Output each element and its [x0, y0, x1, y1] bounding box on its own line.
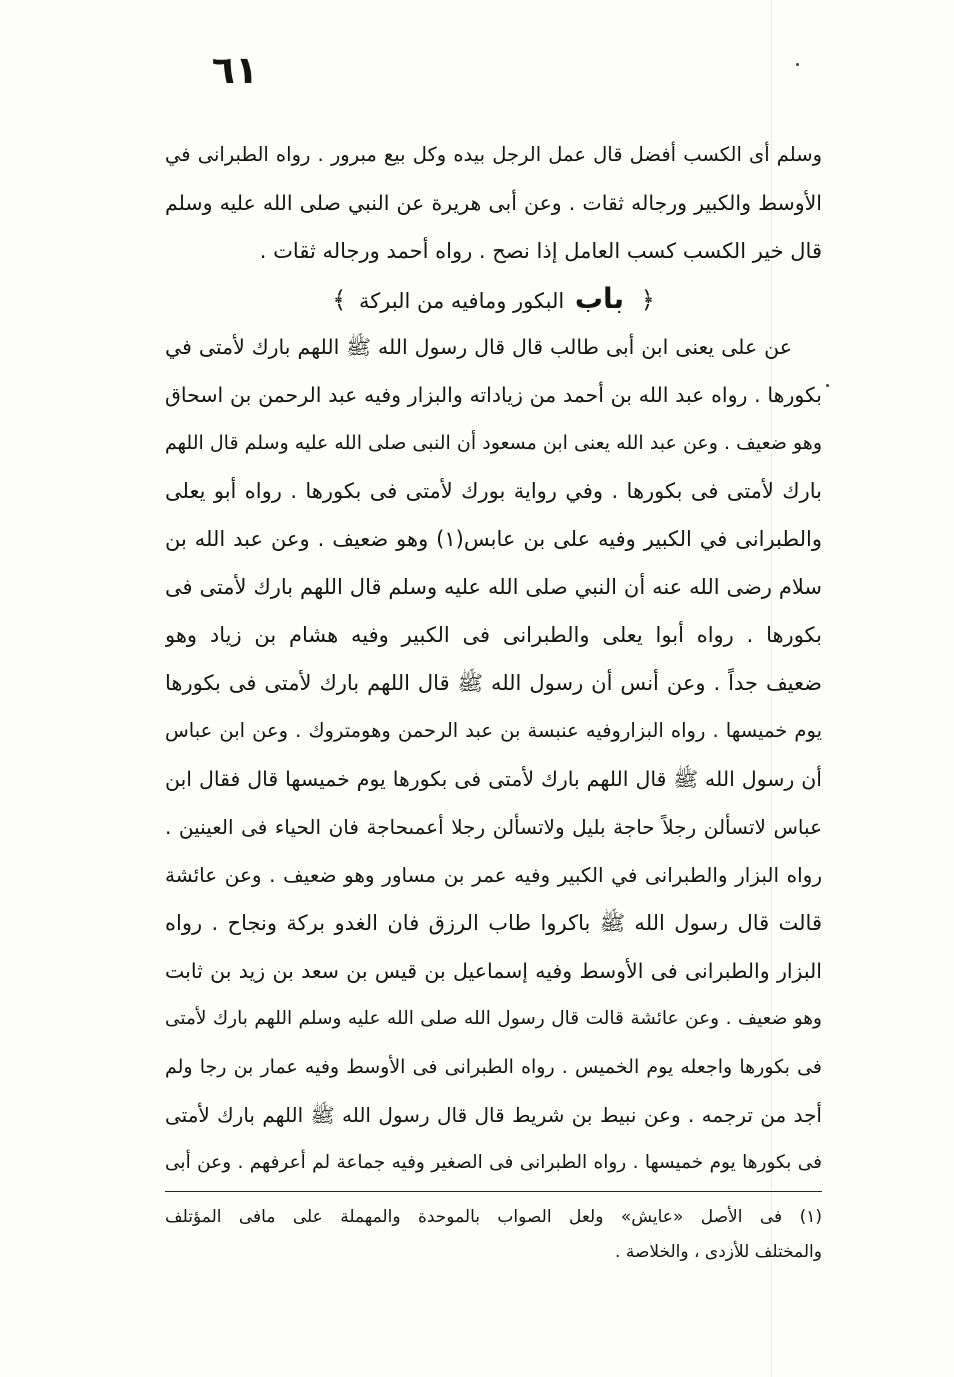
- text-line: ضعيف جداً . وعن أنس أن رسول الله ﷺ قال اللهم بارك لأمتى فى بكورها: [165, 671, 822, 695]
- heading-label: باب: [574, 282, 625, 315]
- text-line: أجد من ترجمه . وعن نبيط بن شريط قال قال رسول الله ﷺ اللهم بارك لأمتى: [165, 1103, 822, 1127]
- footnotes: [165, 1200, 822, 1270]
- main-text: [165, 131, 822, 1187]
- heading-title: البكور ومافيه من البركة: [358, 289, 565, 313]
- text-line: بكورها . رواه أبوا يعلى والطبرانى فى الكبير وفيه هشام بن زياد وهو: [165, 623, 822, 647]
- page-number: ٦١: [211, 48, 259, 92]
- text-line: وهو ضعيف . وعن عائشة قالت قال رسول الله صلى الله عليه وسلم اللهم بارك لأمتى: [165, 1008, 822, 1029]
- text-line: فى بكورها واجعله يوم الخميس . رواه الطبرانى فى الأوسط وفيه عمار بن رجا ولم: [165, 1056, 822, 1078]
- footnote-line: والمختلف للأزدى ، والخلاصة .: [615, 1242, 822, 1262]
- text-line: أن رسول الله ﷺ قال اللهم بارك لأمتى فى بكورها يوم خميسها قال فقال ابن: [165, 767, 822, 791]
- text-line: رواه البزار والطبرانى في الكبير وفيه عمر بن مساور وهو ضعيف . وعن عائشة: [165, 863, 822, 887]
- text-line: عن على يعنى ابن أبى طالب قال قال رسول الله ﷺ اللهم بارك لأمتى في: [165, 335, 792, 359]
- scan-speck: [796, 63, 799, 66]
- text-line: عباس لاتسألن رجلاً حاجة بليل ولاتسألن رجلا أعمىحاجة فان الحياء فى العينين .: [165, 815, 822, 839]
- text-line: فى بكورها يوم خميسها . رواه الطبرانى فى الصغير وفيه جماعة لم أعرفهم . وعن أبى: [165, 1152, 822, 1173]
- text-line: قالت قال رسول الله ﷺ باكروا طاب الرزق فان الغدو بركة ونجاح . رواه: [165, 911, 822, 935]
- chapter-heading: [165, 275, 822, 323]
- text-line: يوم خميسها . رواه البزاروفيه عنبسة بن عبد الرحمن وهومتروك . وعن ابن عباس: [165, 719, 822, 742]
- heading-open-bracket: ﴿: [640, 286, 655, 314]
- scan-speck: [826, 384, 829, 387]
- text-line: والطبرانى في الكبير وفيه على بن عابس(١) وهو ضعيف . وعن عبد الله بن: [165, 527, 822, 551]
- heading-close-bracket: ﴾: [332, 286, 347, 314]
- footnote-line: (١) فى الأصل «عايش» ولعل الصواب بالموحدة والمهملة على مافى المؤتلف: [165, 1207, 822, 1227]
- text-line: الأوسط والكبير ورجاله ثقات . وعن أبى هريرة عن النبي صلى الله عليه وسلم: [165, 191, 822, 215]
- footnote-divider: [165, 1191, 822, 1192]
- text-line: بارك لأمتى فى بكورها . وفي رواية بورك لأمتى فى بكورها . رواه أبو يعلى: [165, 479, 822, 503]
- text-line: سلام رضى الله عنه أن النبي صلى الله عليه وسلم قال اللهم بارك لأمتى فى: [165, 575, 822, 599]
- text-line: بكورها . رواه عبد الله بن أحمد من زياداته والبزار وفيه عبد الرحمن بن اسحاق: [165, 383, 822, 407]
- text-line: قال خير الكسب كسب العامل إذا نصح . رواه أحمد ورجاله ثقات .: [259, 239, 822, 263]
- text-line: وسلم أى الكسب أفضل قال عمل الرجل بيده وكل بيع مبرور . رواه الطبرانى في: [165, 143, 822, 166]
- text-line: وهو ضعيف . وعن عبد الله يعنى ابن مسعود أن النبى صلى الله عليه وسلم قال اللهم: [165, 432, 822, 454]
- text-line: البزار والطبرانى فى الأوسط وفيه إسماعيل بن قيس بن سعد بن زيد بن ثابت: [165, 959, 822, 983]
